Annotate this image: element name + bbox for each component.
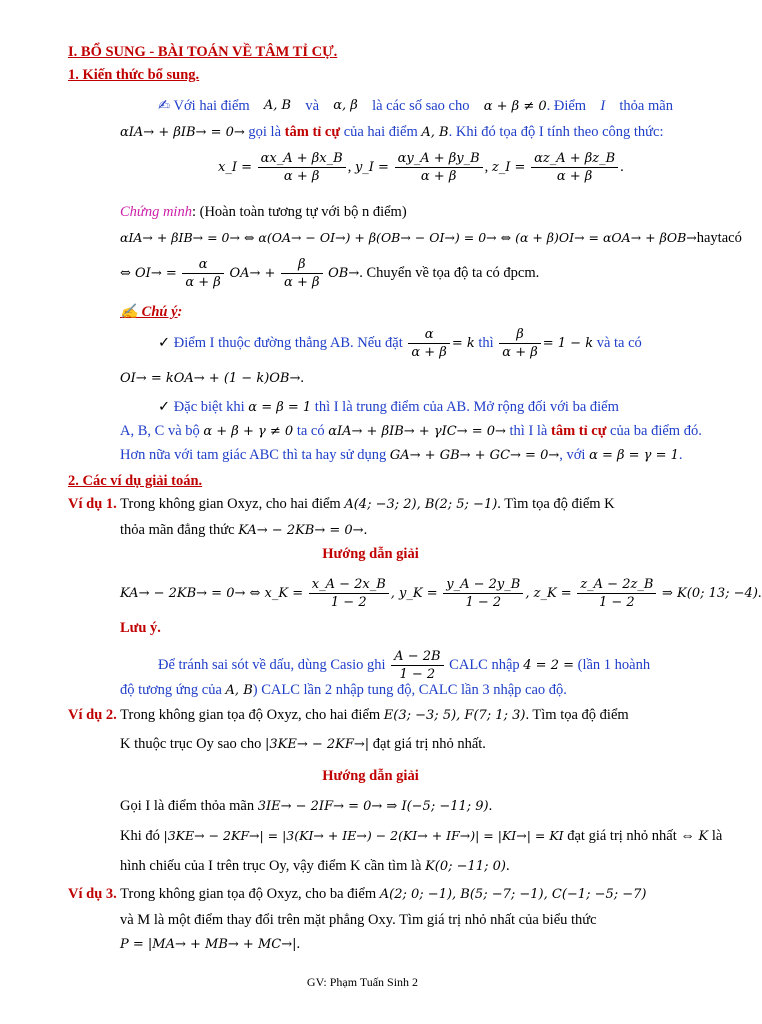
example-3-line-3: P = |MA→ + MB→ + MC→|. xyxy=(120,936,301,952)
example-1-line-2: thỏa mãn đẳng thức KA→ − 2KB→ = 0→. xyxy=(120,522,368,538)
example-1-tip-line-2: độ tương ứng của A, B) CALC lần 2 nhập tung độ, CALC lần 3 nhập cao độ. xyxy=(120,682,567,698)
example-3: Ví dụ 3. Trong không gian tọa độ Oxyz, cho ba điểm A(2; 0; −1), B(5; −7; −1), C(−1; −5; −7) xyxy=(68,886,647,902)
pencil-icon: ✍ xyxy=(158,98,171,114)
example-2-guide-title: Hướng dẫn giải xyxy=(322,768,419,784)
section-heading: I. BỔ SUNG - BÀI TOÁN VỀ TÂM TỈ CỰ. xyxy=(68,44,338,60)
subsection-1-title: 1. Kiến thức bổ sung. xyxy=(68,67,200,83)
proof-line-1: αIA→ + βIB→ = 0→ ⇔ α(OA→ − OI→) + β(OB→ − OI→) = 0→ ⇔ (α + β)OI→ = αOA→ + βOB→ hay ta có xyxy=(120,230,742,246)
example-1: Ví dụ 1. Trong không gian Oxyz, cho hai điểm A(4; −3; 2), B(2; 5; −1). Tìm tọa độ điểm K xyxy=(68,496,615,512)
subsection-2-title: 2. Các ví dụ giải toán. xyxy=(68,473,203,489)
example-1-note-label: Lưu ý. xyxy=(120,620,161,636)
example-3-line-2: và M là một điểm thay đổi trên mặt phẳng Oxy. Tìm giá trị nhỏ nhất của biểu thức xyxy=(120,912,597,928)
example-1-solution: KA→ − 2KB→ = 0→ ⇔ x_K = $\frac{x\_A - 2x\_B}{1 - 2}$ , y_K = $\frac{y\_A - 2y\_B}{1 - 2}$ , z_K = $\frac{z\_A - 2z\_B}{1 - 2}$ ⇒ K(0; 13; −4). xyxy=(120,577,762,610)
note-bullet-2-line-2: A, B, C và bộ α + β + γ ≠ 0 ta có αIA→ + βIB→ + γIC→ = 0→ thì I là tâm tỉ cự của ba điểm đó. xyxy=(120,423,702,439)
p1-line-1: ✍ Với hai điểm A, B và α, β là các số sao cho α + β ≠ 0. Điểm I thỏa mãn xyxy=(158,98,673,114)
page-footer: GV: Phạm Tuấn Sinh 2 xyxy=(306,975,419,989)
formula-coords: x_I = $\frac{\alpha x\_A + \beta x\_B}{\alpha + \beta}$ , y_I = $\frac{\alpha y\_A + \beta y\_B}{\alpha + \beta}$ , z_I = $\frac{\alpha z\_A + \beta z\_B}{\alpha + \beta}$ . xyxy=(218,151,624,184)
p1-line-2: αIA→ + βIB→ = 0→ gọi là tâm tỉ cự của hai điểm A, B. Khi đó tọa độ I tính theo công thức: xyxy=(120,124,664,140)
example-2-solution-2: Khi đó |3KE→ − 2KF→| = |3(KI→ + IE→) − 2(KI→ + IF→)| = |KI→| = KI đạt giá trị nhỏ nhất ⇔ K là xyxy=(120,828,723,844)
check-icon: ✓ xyxy=(158,399,171,415)
note-bullet-1: ✓ Điểm I thuộc đường thẳng AB. Nếu đặt $\frac{\alpha}{\alpha + \beta}$ = k thì $\frac{\beta}{\alpha + \beta}$ = 1 − k và ta có xyxy=(158,327,642,360)
example-2-solution-3: hình chiếu của I trên trục Oy, vậy điểm K cần tìm là K(0; −11; 0). xyxy=(120,858,510,874)
example-1-tip: Để tránh sai sót về dấu, dùng Casio ghi $\frac{A - 2B}{1 - 2}$ CALC nhập 4 = 2 = (lần 1 hoành xyxy=(158,649,651,682)
example-2-solution-1: Gọi I là điểm thỏa mãn 3IE→ − 2IF→ = 0→ ⇒ I(−5; −11; 9). xyxy=(120,798,493,814)
note-bullet-2: ✓ Đặc biệt khi α = β = 1 thì I là trung điểm của AB. Mở rộng đối với ba điểm xyxy=(158,399,619,415)
note-heading: ✍ Chú ý: xyxy=(120,304,183,320)
example-2-line-2: K thuộc trục Oy sao cho |3KE→ − 2KF→| đạt giá trị nhỏ nhất. xyxy=(120,736,486,752)
example-1-guide-title: Hướng dẫn giải xyxy=(322,546,419,562)
proof-heading: Chứng minh: (Hoàn toàn tương tự với bộ n điểm) xyxy=(120,204,407,220)
example-2: Ví dụ 2. Trong không gian tọa độ Oxyz, cho hai điểm E(3; −3; 5), F(7; 1; 3). Tìm tọa độ điểm xyxy=(68,707,629,723)
proof-line-2: ⇔ OI→ = $\frac{\alpha}{\alpha + \beta}$ OA→ + $\frac{\beta}{\alpha + \beta}$ OB→. Chuyển về tọa độ ta có đpcm. xyxy=(120,257,540,290)
note-bullet-2-line-3: Hơn nữa với tam giác ABC thì ta hay sử dụng GA→ + GB→ + GC→ = 0→, với α = β = γ = 1. xyxy=(120,447,683,463)
check-icon: ✓ xyxy=(158,334,171,351)
note-bullet-1-formula: OI→ = kOA→ + (1 − k)OB→. xyxy=(120,370,304,386)
